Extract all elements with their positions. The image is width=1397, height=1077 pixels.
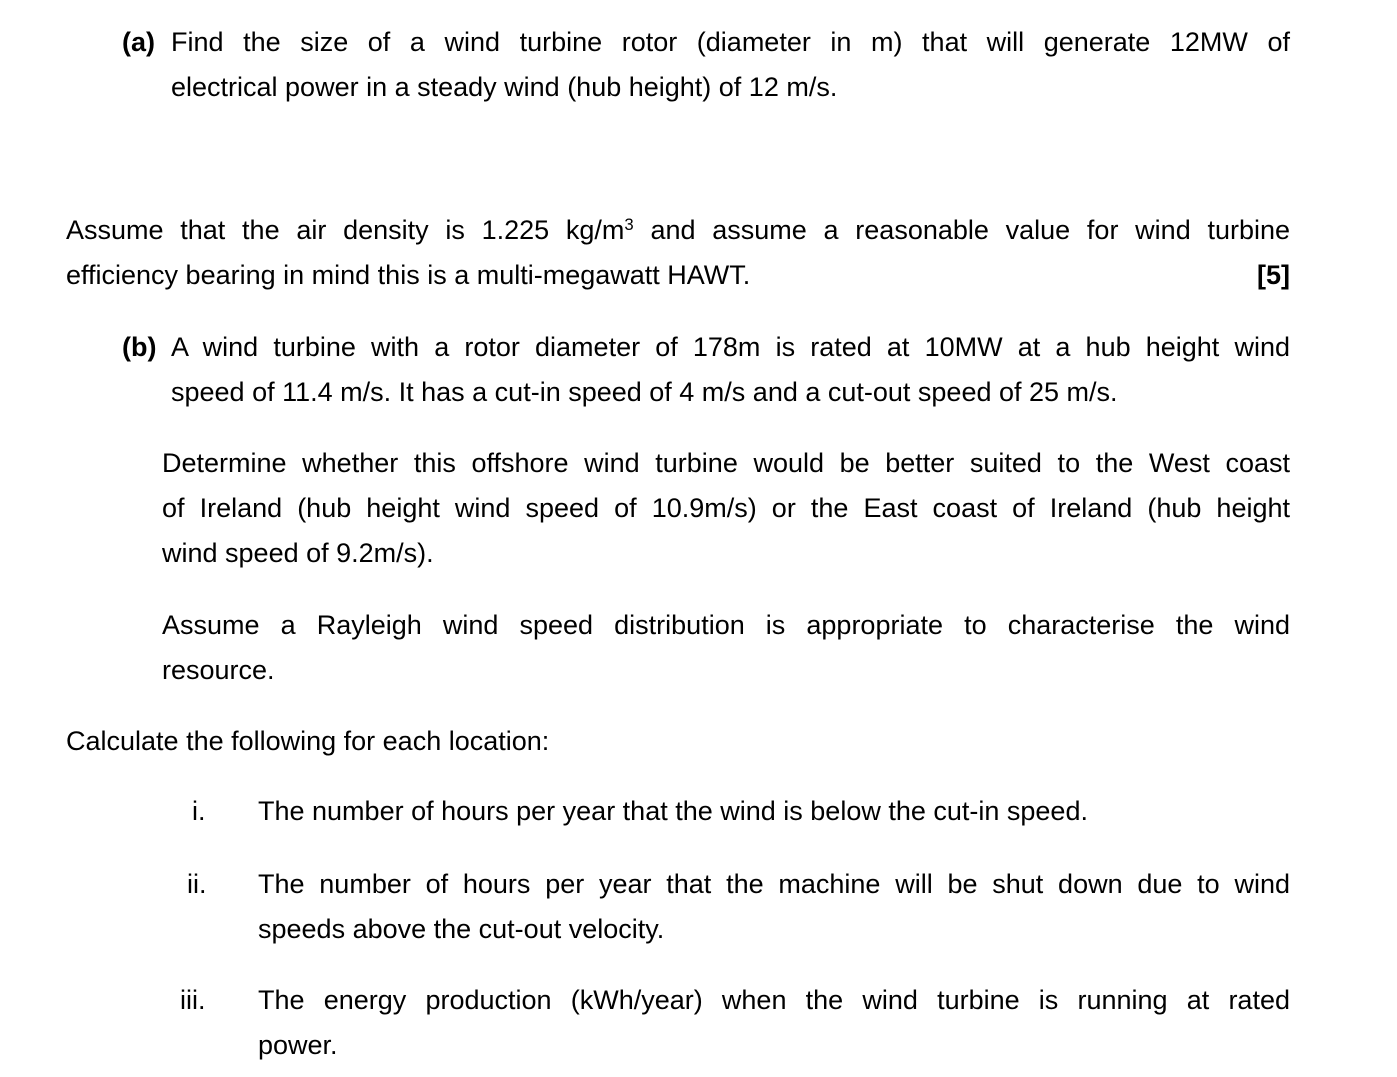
rayleigh-paragraph xyxy=(162,603,1290,693)
item-ii-number: ii. xyxy=(187,869,207,899)
assumption-superscript: 3 xyxy=(624,214,634,234)
item-iii-number: iii. xyxy=(180,985,206,1015)
part-b-line-2: speed of 11.4 m/s. It has a cut-in speed of 4 m/s and a cut-out speed of 25 m/s. xyxy=(171,377,1118,407)
assumption-line-1 xyxy=(66,208,1290,253)
determine-paragraph xyxy=(162,441,1290,576)
determine-line-1: Determine whether this offshore wind turbine would be better suited to the West coast xyxy=(162,448,1290,478)
item-i-line-1: The number of hours per year that the wind is below the cut-in speed. xyxy=(258,796,1088,826)
item-iii-line-1: The energy production (kWh/year) when the wind turbine is running at rated xyxy=(258,985,1290,1015)
item-i-text xyxy=(258,789,1290,834)
part-a-question xyxy=(171,20,1290,110)
part-a-line-2: electrical power in a steady wind (hub height) of 12 m/s. xyxy=(171,72,838,102)
part-a-line-1: Find the size of a wind turbine rotor (diameter in m) that will generate 12MW of xyxy=(171,27,1290,57)
calculate-intro: Calculate the following for each location: xyxy=(66,726,550,756)
item-ii-line-1: The number of hours per year that the machine will be shut down due to wind xyxy=(258,869,1290,899)
assumption-line-2: efficiency bearing in mind this is a multi-megawatt HAWT. xyxy=(66,260,751,290)
assumption-line-1-pre: Assume that the air density is 1.225 kg/m xyxy=(66,215,625,245)
assumption-line-1-post: and assume a reasonable value for wind turbine xyxy=(633,215,1291,245)
item-iii-line-2: power. xyxy=(258,1030,338,1060)
rayleigh-line-2: resource. xyxy=(162,655,275,685)
item-i-number: i. xyxy=(192,796,206,826)
rayleigh-line-1: Assume a Rayleigh wind speed distribution is appropriate to characterise the wind xyxy=(162,610,1290,640)
marks-label: [5] xyxy=(1257,260,1290,290)
assumption-paragraph xyxy=(66,208,1290,298)
determine-line-2: of Ireland (hub height wind speed of 10.9m/s) or the East coast of Ireland (hub height xyxy=(162,493,1290,523)
item-iii-text xyxy=(258,978,1290,1068)
part-a-label: (a) xyxy=(122,27,155,57)
part-b-label: (b) xyxy=(122,332,157,362)
determine-line-3: wind speed of 9.2m/s). xyxy=(162,538,434,568)
item-ii-line-2: speeds above the cut-out velocity. xyxy=(258,914,665,944)
part-b-line-1: A wind turbine with a rotor diameter of 178m is rated at 10MW at a hub height wind xyxy=(171,332,1290,362)
part-b-question xyxy=(171,325,1290,415)
item-ii-text xyxy=(258,862,1290,952)
